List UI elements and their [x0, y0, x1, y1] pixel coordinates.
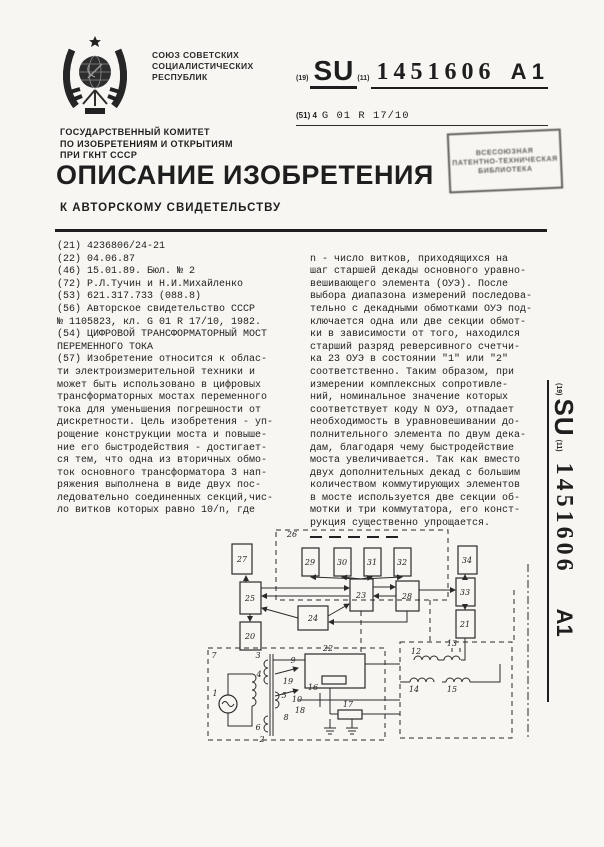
header-rule — [55, 229, 547, 232]
figure-label-21: 21 — [459, 620, 471, 629]
ipc-classification-row — [296, 110, 548, 126]
document-number-row — [296, 56, 548, 89]
figure-label-22: 22 — [322, 644, 334, 653]
figure-label-28: 28 — [401, 592, 413, 601]
ipc-code-label: (51) 4 — [296, 111, 317, 120]
union-line: СОЦИАЛИСТИЧЕСКИХ — [152, 61, 254, 71]
figure-label-31: 31 — [366, 558, 378, 567]
ussr-emblem-icon — [58, 34, 132, 118]
code-11: (11) — [357, 75, 370, 82]
country-code: SU — [310, 56, 357, 89]
figure-label-33: 33 — [459, 588, 471, 597]
committee-name — [60, 127, 233, 162]
stamp-line: БИБЛИОТЕКА — [477, 165, 533, 175]
figure-label-14: 14 — [408, 685, 420, 694]
union-line: РЕСПУБЛИК — [152, 72, 208, 82]
figure-label-4: 4 — [256, 670, 262, 679]
figure-label-12: 12 — [410, 647, 422, 656]
figure-label-30: 30 — [336, 558, 348, 567]
page-title: ОПИСАНИЕ ИЗОБРЕТЕНИЯ — [56, 160, 434, 190]
union-name — [152, 50, 292, 83]
ipc-class: G 01 R 17/10 — [321, 110, 410, 122]
kind-code: A 1 — [501, 57, 548, 89]
figure-label-7: 7 — [211, 651, 217, 660]
figure-label-19: 19 — [282, 677, 294, 686]
figure-label-18: 18 — [294, 706, 306, 715]
committee-line: ПРИ ГКНТ СССР — [60, 150, 138, 160]
abstract-right-text: n - число витков, приходящихся на шаг старшей декады основного уравно- вешивающего элемента (ОУЭ). После выбора диапазона измерений последова- тельно с декадными обмотками ОУЭ под- ключается одна или две секции обмот- ки в зависимости от того, находился старший разряд реверсивного счетчи- ка 23 ОУЭ в состоянии "1" или "2" соответственно. Таким образом, при измерении комплексных сопротивле- ний, номинальное значение которых соответствует коду N ОУЭ, отпадает необходимость в уравновешивании до- полнительного элемента по двум дека- дам, благодаря чему быстродействие моста увеличивается. Так как вместо двух дополнительных декад с большим количеством коммутирующих элементов в мосте используется две секции об- мотки и три коммутатора, его конст- рукция существенно упрощается. — [310, 253, 533, 530]
library-stamp — [447, 129, 564, 194]
figure-label-9: 9 — [290, 656, 296, 665]
committee-line: ПО ИЗОБРЕТЕНИЯМ И ОТКРЫТИЯМ — [60, 138, 233, 149]
stamp-line: ВСЕСОЮЗНАЯ — [475, 147, 534, 157]
stamp-line: ПАТЕНТНО-ТЕХНИЧЕСКАЯ — [452, 155, 558, 167]
abstract-right — [310, 241, 550, 550]
figure-label-6: 6 — [255, 723, 261, 732]
code-19: (19) — [555, 383, 562, 396]
country-code: SU — [549, 398, 579, 437]
figure-label-34: 34 — [461, 556, 473, 565]
circuit-diagram — [200, 524, 534, 748]
publication-number: 1451606 — [371, 57, 500, 89]
marginal-number-vertical — [547, 380, 597, 702]
figure-label-27: 27 — [236, 555, 248, 564]
figure-label-15: 15 — [446, 685, 458, 694]
figure-label-8: 8 — [283, 713, 289, 722]
figure-label-23: 23 — [355, 591, 367, 600]
figure-label-5: 5 — [281, 691, 287, 700]
circuit-diagram-figure — [200, 524, 534, 748]
code-11: (11) — [555, 439, 562, 452]
bibliographic-and-abstract-left: (21) 4236806/24-21 (22) 04.06.87 (46) 15.01.89. Бюл. № 2 (72) Р.Л.Тучин и Н.И.Михайленко (53) 621.317.733 (088.8) (56) Авторское свидетельство СССР № 1105823, кл. G 01 R 17/10, 1982. (54) ЦИФРОВОЙ ТРАНСФОРМАТОРНЫЙ МОСТ ПЕРЕМЕННОГО ТОКА (57) Изобретение относится к облас- ти электроизмерительной техники и может быть использовано в цифровых трансформаторных мостах переменного тока для уменьшения погрешности от дискретности. Цель изобретения - уп- рощение конструкции моста и повыше- ние его быстродействия - достигает- ся тем, что одна из вторичных обмо- ток основного трансформатора 3 нап- ряжения выполнена в виде двух пос- ледовательно соединенных секций,чис- ло витков которых равно 10/n, где — [57, 241, 274, 517]
page-subtitle: К АВТОРСКОМУ СВИДЕТЕЛЬСТВУ — [60, 202, 282, 214]
figure-label-17: 17 — [342, 700, 354, 709]
figure-label-10: 10 — [291, 695, 303, 704]
figure-label-32: 32 — [396, 558, 408, 567]
figure-label-29: 29 — [304, 558, 316, 567]
kind-code: A1 — [552, 608, 577, 637]
committee-line: ГОСУДАРСТВЕННЫЙ КОМИТЕТ — [60, 127, 210, 137]
union-line: СОЮЗ СОВЕТСКИХ — [152, 50, 240, 60]
figure-label-3: 3 — [255, 651, 261, 660]
code-19: (19) — [296, 75, 309, 82]
figure-label-13: 13 — [446, 639, 458, 648]
figure-label-2: 2 — [259, 735, 265, 744]
figure-label-26: 26 — [286, 530, 298, 539]
figure-label-1: 1 — [212, 689, 218, 698]
figure-label-25: 25 — [244, 594, 256, 603]
publication-number: 1451606 — [551, 462, 577, 575]
figure-label-16: 16 — [307, 683, 319, 692]
ussr-emblem — [58, 34, 132, 118]
figure-label-24: 24 — [307, 614, 319, 623]
figure-label-20: 20 — [244, 632, 256, 641]
